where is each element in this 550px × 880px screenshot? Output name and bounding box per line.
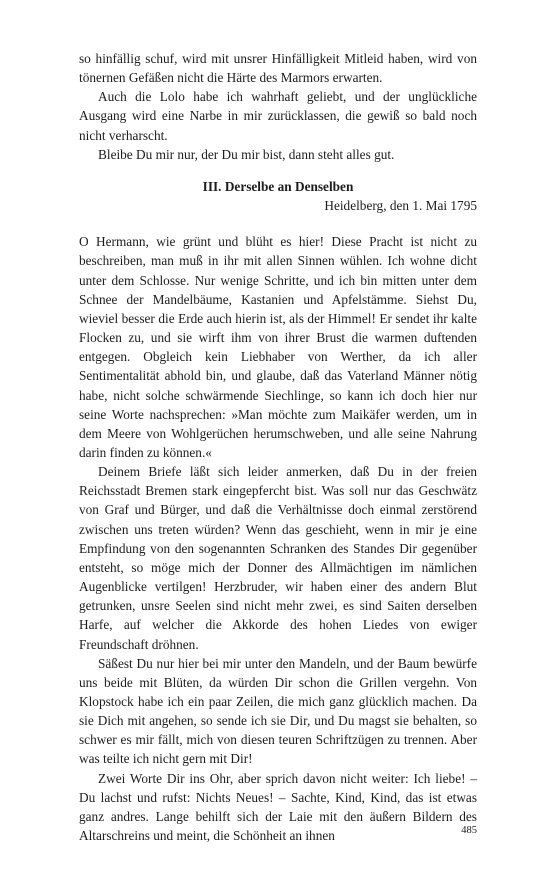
paragraph: so hinfällig schuf, wird mit unsrer Hinfälligkeit Mitleid haben, wird von tönernen Gefäßen nicht die Härte des Marmors erwarten.	[79, 51, 477, 86]
paragraph: Bleibe Du mir nur, der Du mir bist, dann steht alles gut.	[98, 146, 395, 162]
page-body	[79, 49, 477, 845]
paragraph: Säßest Du nur hier bei mir unter den Mandeln, und der Baum bewürfe uns beide mit Blüten, da würden Dir schon die Grillen vergehn. Von Klopstock habe ich ein paar Zeilen, die mich ganz glücklich machen. Da sie Dich mit angehen, so sende ich sie Dir, und Du magst sie behalten, so schwer es mir fällt, mich von diesen teuren Schriftzügen zu trennen. Aber was teilte ich nicht gern mit Dir!	[79, 655, 477, 767]
page-number: 485	[461, 825, 477, 836]
paragraph: Zwei Worte Dir ins Ohr, aber sprich davon nicht weiter: Ich liebe! – Du lachst und rufst: Nichts Neues! – Sachte, Kind, Kind, das ist etwas ganz andres. Lange behilft sich der Laie mit den äußern Bildern des Altarschreins und meint, die Schönheit an ihnen	[79, 770, 477, 844]
letter-heading: III. Derselbe an Denselben	[202, 178, 354, 194]
paragraph: O Hermann, wie grünt und blüht es hier! Diese Pracht ist nicht zu beschreiben, man muß in ihr mit allen Sinnen wühlen. Ich wohne dicht unter dem Schlosse. Nur wenige Schritte, und ich bin mitten unter dem Schnee der Mandelbäume, Kastanien und Apfelstämme. Siehst Du, wieviel besser die Erde auch hierin ist, als der Himmel! Er sendet ihr kalte Flocken zu, und sie wirft ihm von ihrer Brust die warmen duftenden entgegen. Obgleich kein Liebhaber von Werther, da ich aller Sentimentalität abhold bin, und glaube, daß das Vaterland Männer nötig habe, nicht solche schwärmende Siechlinge, so kann ich doch hier nur seine Worte nachsprechen: »Man möchte zum Maikäfer werden, um in dem Meere von Wohlgerüchen herumschweben, und alle seine Nahrung darin finden zu können.«	[79, 234, 477, 460]
letter-dateline: Heidelberg, den 1. Mai 1795	[324, 198, 477, 214]
paragraph: Deinem Briefe läßt sich leider anmerken, daß Du in der freien Reichsstadt Bremen stark eingepfercht bist. Was soll nur das Geschwätz von Graf und Bürger, und daß die Verhältnisse doch einmal zerstörend zwischen uns treten würden? Wenn das geschieht, wenn in mir je eine Empfindung von den sogenannten Schranken des Standes Dir gegenüber entsteht, so möge mich der Donner des Allmächtigen im nämlichen Augenblicke vertilgen! Herzbruder, wir haben einer des andern Blut getrunken, unsre Seelen sind nicht mehr zwei, es sind Saiten derselben Harfe, auf welcher die Akkorde des hohen Liedes von ewiger Freundschaft dröhnen.	[79, 464, 477, 652]
paragraph: Auch die Lolo habe ich wahrhaft geliebt, und der unglückliche Ausgang wird eine Narbe in mir zurücklassen, die gewiß so bald noch nicht verharscht.	[79, 89, 477, 143]
